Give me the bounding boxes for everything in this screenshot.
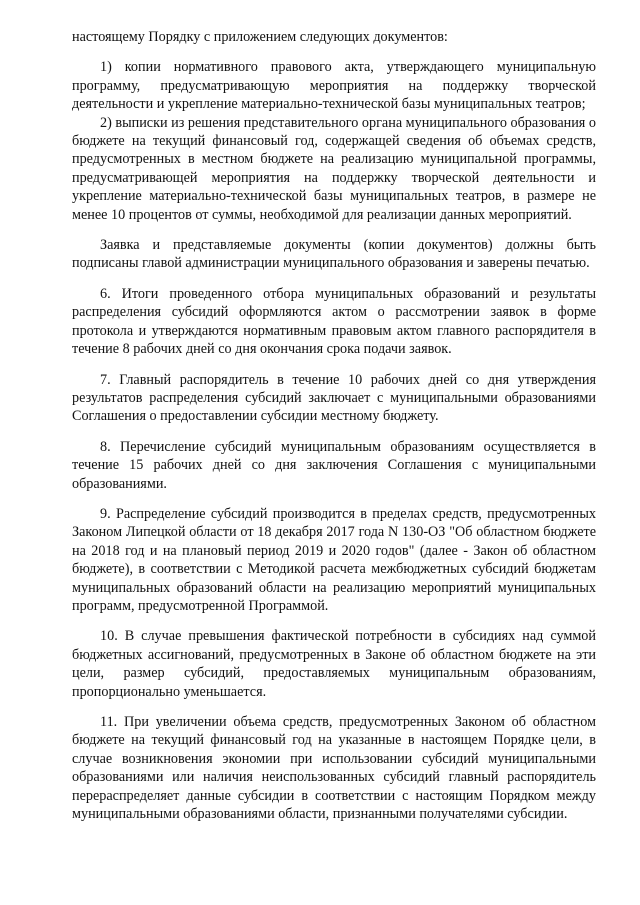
intro-paragraph: настоящему Порядку с приложением следующих документов: bbox=[72, 29, 448, 45]
clause-9-paragraph: 9. Распределение субсидий производится в пределах средств, предусмотренных Законом Липецкой области от 18 декабря 2017 года N 130-ОЗ "Об областном бюджете на 2018 год и на плановый период 2019 и 2020 годов" (далее - Закон об областном бюджете), в соответствии с Методикой расчета межбюджетных субсидий бюджетам муниципальных образований области на реализацию мероприятий муниципальных программ, предусмотренной Программой. bbox=[72, 505, 596, 614]
item-1-paragraph: 1) копии нормативного правового акта, утверждающего муниципальную программу, предусматривающую мероприятия на поддержку творческой деятельности и укрепление материально-технической базы муниципальных театров; bbox=[72, 59, 596, 113]
item-2-paragraph: 2) выписки из решения представительного органа муниципального образования о бюджете на текущий финансовый год, содержащей сведения об объемах средств, предусмотренных в местном бюджете на реализацию муниципальной программы, предусматривающей мероприятия на поддержку творческой деятельности и укрепление материально-технической базы муниципальных театров, в размере не менее 10 процентов от суммы, необходимой для реализации данных мероприятий. bbox=[72, 114, 596, 223]
document-page bbox=[72, 28, 596, 823]
clause-10-paragraph: 10. В случае превышения фактической потребности в субсидиях над суммой бюджетных ассигнований, предусмотренных в Законе об областном бюджете на эти цели, размер субсидий, предоставляемых муниципальным образованиям, пропорционально уменьшается. bbox=[72, 628, 596, 700]
clause-8-paragraph: 8. Перечисление субсидий муниципальным образованиям осуществляется в течение 15 рабочих дней со дня заключения Соглашения с муниципальными образованиями. bbox=[72, 438, 596, 492]
clause-6-paragraph: 6. Итоги проведенного отбора муниципальных образований и результаты распределения субсидий оформляются актом о рассмотрении заявок в форме протокола и утверждаются нормативным правовым актом главного распорядителя в течение 8 рабочих дней со дня окончания срока подачи заявок. bbox=[72, 285, 596, 358]
clause-7-paragraph: 7. Главный распорядитель в течение 10 рабочих дней со дня утверждения результатов распределения субсидий заключает с муниципальными образованиями Соглашения о предоставлении субсидии местному бюджету. bbox=[72, 371, 596, 425]
signature-requirement-paragraph: Заявка и представляемые документы (копии документов) должны быть подписаны главой администрации муниципального образования и заверены печатью. bbox=[72, 237, 596, 272]
clause-11-paragraph: 11. При увеличении объема средств, предусмотренных Законом об областном бюджете на текущий финансовый год на указанные в настоящем Порядке цели, в случае возникновения экономии при использовании субсидий муниципальными образованиями или наличия неиспользованных субсидий главный распорядитель перераспределяет данные субсидии в соответствии с настоящим Порядком между муниципальными образованиями области, признанными получателями субсидии. bbox=[72, 714, 596, 823]
